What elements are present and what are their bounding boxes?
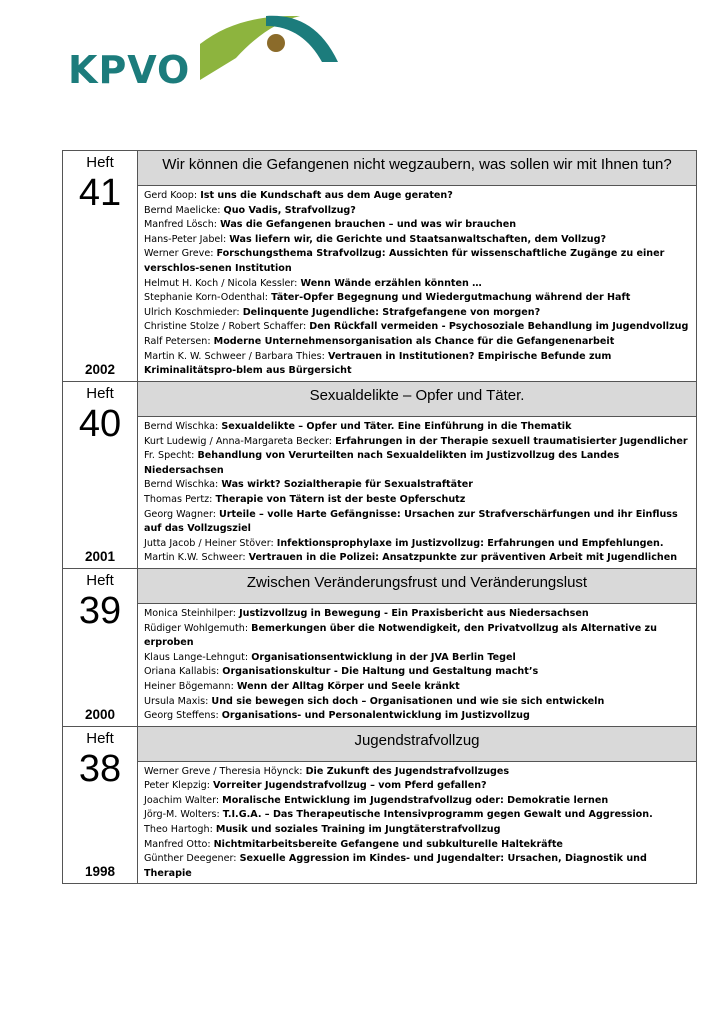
issue-meta-cell: [63, 568, 138, 726]
article-item: [144, 622, 690, 651]
article-author: Rüdiger Wohlgemuth:: [144, 622, 252, 634]
article-title: Die Zukunft des Jugendstrafvollzuges: [305, 765, 510, 777]
issue-content-cell: [138, 151, 697, 382]
article-title: Therapie von Tätern ist der beste Opferschutz: [215, 493, 466, 505]
article-author: Fr. Specht:: [144, 450, 198, 462]
article-item: [144, 350, 690, 379]
article-author: Manfred Lösch:: [144, 219, 221, 231]
article-author: Stephanie Korn-Odenthal:: [144, 292, 272, 304]
article-author: Oriana Kallabis:: [144, 666, 223, 678]
article-item: [144, 537, 690, 552]
article-item: [144, 204, 690, 219]
issue-title: Zwischen Veränderungsfrust und Veränderungslust: [138, 569, 696, 604]
heft-label: Heft: [86, 385, 114, 402]
article-item: [144, 320, 690, 335]
article-item: [144, 765, 690, 780]
article-title: Sexuelle Aggression im Kindes- und Jugendalter: Ursachen, Diagnostik und Therapie: [144, 853, 647, 879]
article-title: Und sie bewegen sich doch – Organisationen und wie sie sich entwickeln: [211, 695, 605, 707]
article-author: Georg Wagner:: [144, 508, 220, 520]
issue-number: 40: [78, 403, 122, 445]
logo-text: KPVO: [68, 48, 191, 92]
article-author: Jutta Jacob / Heiner Stöver:: [144, 537, 277, 549]
article-author: Werner Greve / Theresia Höynck:: [144, 765, 306, 777]
issue-row: [63, 382, 697, 569]
article-author: Bernd Wischka:: [144, 479, 222, 491]
article-author: Günther Deegener:: [144, 853, 240, 865]
article-list: [138, 186, 696, 381]
article-item: [144, 508, 690, 537]
issue-title: Wir können die Gefangenen nicht wegzaubern, was sollen wir mit Ihnen tun?: [138, 151, 696, 186]
article-item: [144, 277, 690, 292]
article-author: Theo Hartogh:: [144, 824, 216, 836]
article-title: Moralische Entwicklung im Jugendstrafvollzug oder: Demokratie lernen: [222, 794, 609, 806]
article-item: [144, 493, 690, 508]
article-title: Justizvollzug in Bewegung - Ein Praxisbericht aus Niedersachsen: [239, 607, 589, 619]
article-title: Ist uns die Kundschaft aus dem Auge geraten?: [200, 190, 453, 201]
issue-meta-cell: [63, 151, 138, 382]
article-item: [144, 420, 690, 435]
article-author: Heiner Bögemann:: [144, 680, 237, 692]
article-title: Erfahrungen in der Therapie sexuell traumatisierter Jugendlicher: [335, 435, 688, 447]
article-author: Ursula Maxis:: [144, 695, 212, 707]
article-item: [144, 291, 690, 306]
issue-title: Jugendstrafvollzug: [138, 727, 696, 762]
article-author: Jörg-M. Wolters:: [144, 809, 223, 821]
article-title: Vertrauen in die Polizei: Ansatzpunkte zur präventiven Arbeit mit Jugendlichen: [248, 552, 678, 564]
article-item: [144, 233, 690, 248]
article-title: Forschungsthema Strafvollzug: Aussichten für wissenschaftliche Zugänge zu einer verschlos-senen Institution: [144, 248, 665, 274]
issue-row: [63, 726, 697, 884]
article-author: Werner Greve:: [144, 248, 217, 260]
article-title: Was die Gefangenen brauchen – und was wir brauchen: [220, 219, 517, 231]
article-title: Organisations- und Personalentwicklung im Justizvollzug: [221, 710, 530, 722]
article-author: Bernd Wischka:: [144, 421, 222, 432]
article-item: [144, 651, 690, 666]
article-title: Was wirkt? Sozialtherapie für Sexualstraftäter: [221, 479, 473, 491]
article-title: Vorreiter Jugendstrafvollzug – vom Pferd gefallen?: [213, 780, 487, 792]
article-author: Helmut H. Koch / Nicola Kessler:: [144, 277, 301, 289]
article-item: [144, 435, 690, 450]
article-item: [144, 218, 690, 233]
article-author: Monica Steinhilper:: [144, 607, 240, 619]
article-title: Nichtmitarbeitsbereite Gefangene und subkulturelle Haltekräfte: [213, 838, 563, 850]
heft-label: Heft: [86, 154, 114, 171]
issue-year: 2001: [84, 548, 116, 564]
article-item: [144, 607, 690, 622]
article-title: Behandlung von Verurteilten nach Sexualdelikten im Justizvollzug des Landes Niedersachsen: [144, 450, 620, 476]
article-title: Quo Vadis, Strafvollzug?: [223, 204, 356, 216]
article-item: [144, 838, 690, 853]
article-title: Den Rückfall vermeiden - Psychosoziale Behandlung im Jugendvollzug: [309, 321, 689, 333]
article-title: Wenn Wände erzählen könnten …: [300, 277, 482, 289]
article-author: Bernd Maelicke:: [144, 204, 224, 216]
article-item: [144, 695, 690, 710]
issue-year: 2000: [84, 706, 116, 722]
article-title: Sexualdelikte – Opfer und Täter. Eine Einführung in die Thematik: [221, 421, 572, 432]
article-list: [138, 604, 696, 726]
article-item: [144, 823, 690, 838]
article-title: Was liefern wir, die Gerichte und Staatsanwaltschaften, dem Vollzug?: [229, 233, 607, 245]
article-title: Täter-Opfer Begegnung und Wiedergutmachung während der Haft: [271, 292, 631, 304]
article-item: [144, 709, 690, 724]
issue-row: [63, 568, 697, 726]
article-title: Organisationskultur - Die Haltung und Gestaltung macht’s: [222, 666, 539, 678]
article-item: [144, 680, 690, 695]
issue-year: 2002: [84, 362, 116, 377]
article-title: Moderne Unternehmensorganisation als Chance für die Gefangenenarbeit: [213, 335, 615, 347]
article-item: [144, 335, 690, 350]
article-list: [138, 417, 696, 568]
issue-meta-cell: [63, 726, 138, 884]
article-author: Martin K. W. Schweer / Barbara Thies:: [144, 350, 328, 362]
issue-meta-cell: [63, 382, 138, 569]
issue-year: 1998: [84, 864, 116, 880]
article-author: Martin K.W. Schweer:: [144, 552, 249, 564]
issue-number: 39: [78, 589, 122, 632]
article-title: T.I.G.A. – Das Therapeutische Intensivprogramm gegen Gewalt und Aggression.: [222, 809, 653, 821]
article-item: [144, 808, 690, 823]
article-item: [144, 779, 690, 794]
article-item: [144, 852, 690, 881]
article-item: [144, 189, 690, 204]
article-author: Christine Stolze / Robert Schaffer:: [144, 321, 310, 333]
issue-row: [63, 151, 697, 382]
article-author: Kurt Ludewig / Anna-Margareta Becker:: [144, 435, 336, 447]
article-title: Organisationsentwicklung in der JVA Berlin Tegel: [251, 651, 516, 663]
article-author: Manfred Otto:: [144, 838, 214, 850]
kpvo-logo: [68, 8, 368, 92]
article-author: Ralf Petersen:: [144, 335, 214, 347]
article-author: Georg Steffens:: [144, 710, 222, 722]
article-author: Klaus Lange-Lehngut:: [144, 651, 252, 663]
article-author: Joachim Walter:: [144, 794, 223, 806]
article-title: Wenn der Alltag Körper und Seele kränkt: [236, 680, 460, 692]
article-author: Gerd Koop:: [144, 190, 201, 201]
issues-table: [62, 150, 697, 884]
article-item: [144, 306, 690, 321]
heft-label: Heft: [86, 571, 114, 589]
issue-content-cell: [138, 382, 697, 569]
article-title: Vertrauen in Institutionen? Empirische Befunde zum Kriminalitätspro-blem aus Bürgersicht: [144, 350, 612, 377]
issue-title: Sexualdelikte – Opfer und Täter.: [138, 382, 696, 417]
article-title: Bemerkungen über die Notwendigkeit, den Privatvollzug als Alternative zu erproben: [144, 622, 657, 649]
issue-number: 38: [78, 747, 122, 790]
logo-arch-icon: [196, 10, 341, 85]
article-author: Thomas Pertz:: [144, 493, 216, 505]
article-author: Peter Klepzig:: [144, 780, 214, 792]
issue-content-cell: [138, 726, 697, 884]
article-item: [144, 247, 690, 276]
article-item: [144, 551, 690, 566]
article-author: Ulrich Koschmieder:: [144, 306, 243, 318]
issue-content-cell: [138, 568, 697, 726]
article-item: [144, 665, 690, 680]
article-item: [144, 794, 690, 809]
article-title: Urteile – volle Harte Gefängnisse: Ursachen zur Strafverschärfungen und ihr Einfluss auf das Vollzugsziel: [144, 508, 678, 535]
issue-number: 41: [78, 172, 122, 214]
article-author: Hans-Peter Jabel:: [144, 233, 230, 245]
article-item: [144, 449, 690, 478]
article-title: Infektionsprophylaxe im Justizvollzug: Erfahrungen und Empfehlungen.: [276, 537, 664, 549]
article-title: Delinquente Jugendliche: Strafgefangene von morgen?: [242, 306, 541, 318]
article-list: [138, 762, 696, 884]
article-item: [144, 478, 690, 493]
heft-label: Heft: [86, 729, 114, 747]
article-title: Musik und soziales Training im Jungtäterstrafvollzug: [215, 824, 501, 836]
